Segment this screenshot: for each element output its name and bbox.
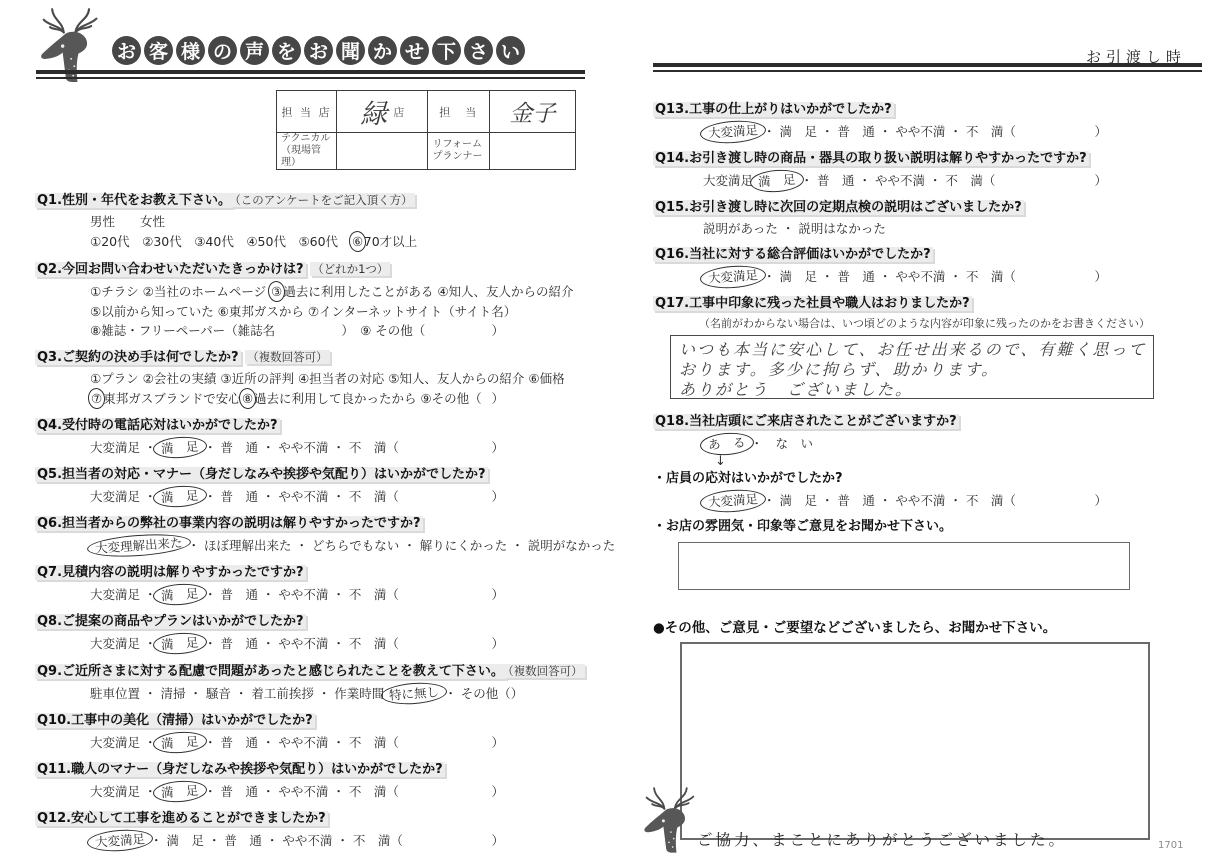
technical-value-cell [337, 133, 428, 170]
question-title: Q16.当社に対する総合評価はいかがでしたか? [655, 247, 931, 262]
q11-scale [90, 781, 504, 802]
option-text: ⑤以前から知っていた ⑥東邦ガスから ⑦インターネットサイト（サイト名 [90, 304, 504, 319]
question-q18 [653, 411, 1205, 590]
selected-option-circle: 満 足 [153, 779, 208, 804]
option-text: ・ 満 足 ・ 普 通 ・ やや不満 ・ 不 満（ [763, 124, 1016, 139]
question-q13 [653, 99, 1205, 143]
q18-sub1-scale [703, 490, 1107, 512]
selected-option-circle: ⑥ [348, 230, 367, 253]
option-text: ①20代 ②30代 ③40代 ④50代 ⑤60代 [90, 234, 351, 249]
planner-value-cell [490, 133, 576, 170]
question-title: Q1.性別・年代をお教え下さい。 [37, 193, 232, 208]
question-q9 [35, 660, 615, 704]
down-arrow-icon: ↓ [715, 454, 726, 469]
question-title: Q4.受付時の電話応対はいかがでしたか? [37, 418, 278, 433]
question-title: Q15.お引き渡し時に次回の定期点検の説明はございましたか? [655, 200, 1022, 215]
shop-opinion-box [678, 542, 1130, 590]
store-value-cell [337, 91, 428, 133]
question-note: （どれか1つ） [312, 262, 389, 276]
option-text: ・ 満 足 ・ 普 通 ・ やや不満 ・ 不 満（ [763, 269, 1016, 284]
option-text: ⑧雑誌・フリーペーパー（雑誌名 [90, 323, 276, 338]
technical-label-line2: （現場管理） [281, 145, 321, 168]
option-text: ・ 普 通 ・ やや不満 ・ 不 満（ [204, 636, 399, 651]
question-q14 [653, 148, 1205, 192]
technical-label [277, 133, 337, 170]
close-paren: ） [1094, 124, 1107, 139]
question-title: Q13.工事の仕上がりはいかがでしたか? [655, 102, 892, 117]
q6-options [90, 535, 615, 556]
q15-options: 説明があった ・ 説明はなかった [703, 221, 886, 236]
q3-options-line2 [90, 388, 504, 409]
close-paren: ） [503, 304, 517, 319]
selected-option-circle: 大変満足 [699, 119, 766, 146]
q2-options-line1 [90, 281, 615, 302]
store-value-handwritten: 緑 [360, 99, 388, 130]
q9-options [90, 683, 524, 704]
person-label: 担 当 [428, 91, 490, 133]
question-title: Q5.担当者の対応・マナー（身だしなみや挨拶や気配り）はいかがでしたか? [37, 467, 486, 482]
q3-options-line1: ①プラン ②会社の実績 ③近所の評判 ④担当者の対応 ⑤知人、友人からの紹介 ⑥価格 [90, 371, 565, 386]
question-title: Q18.当社店頭にご来店されたことがございますか? [655, 414, 957, 429]
q1-gender-options: 男性 女性 [90, 214, 166, 229]
q4-scale [90, 437, 504, 458]
question-title: Q9.ご近所さまに対する配慮で問題があったと感じられたことを教えて下さい。 [37, 664, 504, 679]
title-badge: を [272, 36, 301, 65]
question-title: Q17.工事中印象に残った社員や職人はおりましたか? [655, 296, 970, 311]
comment-box [670, 335, 1154, 399]
question-q17 [653, 293, 1205, 399]
option-text: ・ 普 通 ・ やや不満 ・ 不 満（ [800, 173, 996, 188]
question-q6 [35, 513, 615, 556]
selected-option-circle: 満 足 [153, 730, 208, 755]
close-paren: ） [491, 735, 504, 750]
option-text: 大変満足 ・ [90, 440, 157, 455]
planner-label-line2: プランナー [432, 151, 483, 162]
person-value-handwritten: 金子 [509, 101, 556, 127]
staff-table [276, 90, 576, 170]
question-q8 [35, 611, 615, 654]
close-paren: ） [510, 686, 524, 701]
option-text: 東邦ガスブランドで安心 [103, 391, 241, 406]
q13-scale [703, 121, 1107, 143]
question-q5 [35, 464, 615, 507]
planner-label [428, 133, 490, 170]
option-text: 大変満足 ・ [90, 784, 157, 799]
title-badge: か [368, 36, 397, 65]
title-badge: お [112, 36, 141, 65]
title-badge: い [496, 36, 525, 65]
title-badge: の [208, 36, 237, 65]
q8-scale [90, 633, 504, 654]
question-title: Q7.見積内容の説明は解りやすかったですか? [37, 565, 304, 580]
page-title [112, 36, 525, 65]
question-q7 [35, 562, 615, 605]
option-text: 駐車位置 ・ 清掃 ・ 騒音 ・ 着工前挨拶 ・ 作業時間 [90, 686, 385, 701]
selected-option-circle: 大変満足 [699, 264, 766, 291]
title-badge: 下 [432, 36, 461, 65]
option-text: ・ その他（ [444, 686, 511, 701]
q12-scale [90, 830, 504, 851]
close-paren: ） [491, 391, 504, 406]
title-badge: 様 [176, 36, 205, 65]
question-note: （複数回答可） [507, 664, 583, 678]
question-note: （複数回答可） [247, 350, 328, 364]
option-text: ・ 満 足 ・ 普 通 ・ やや不満 ・ 不 満（ [150, 833, 403, 848]
q18-sub2-title: ・お店の雰囲気・印象等ご意見をお聞かせ下さい。 [653, 519, 953, 534]
q18-options [703, 433, 1205, 455]
option-text: ・ ほぼ理解出来た ・ どちらでもない ・ 解りにくかった ・ 説明がなかった [187, 538, 616, 553]
other-comments-section [653, 617, 1205, 840]
option-text: ・ 普 通 ・ やや不満 ・ 不 満（ [204, 587, 399, 602]
title-badge: せ [400, 36, 429, 65]
title-badge: 客 [144, 36, 173, 65]
technical-label-line1: テクニカル [281, 133, 331, 144]
other-comments-header: ●その他、ご意見・ご要望などございましたら、お聞かせ下さい。 [653, 620, 1057, 636]
selected-option-circle: 満 足 [153, 435, 208, 460]
question-q11 [35, 759, 615, 802]
selected-option-circle: 大変満足 [699, 488, 766, 515]
selected-option-circle: 大変満足 [86, 828, 153, 854]
question-q3 [35, 346, 615, 409]
selected-option-circle: ③ [267, 280, 286, 303]
questions-column-right [653, 85, 1205, 845]
planner-label-line1: リフォーム [432, 139, 482, 150]
selected-option-circle: 満 足 [153, 631, 208, 656]
close-paren: ） [491, 784, 504, 799]
person-value-cell [490, 91, 576, 133]
option-text: 過去に利用したことがある ④知人、友人からの紹介 [283, 284, 574, 299]
close-paren: ） [491, 440, 504, 455]
section-label-handover: お引渡し時 [1086, 48, 1187, 66]
selected-option-circle: 大変理解出来た [86, 531, 191, 559]
q5-scale [90, 486, 504, 507]
selected-option-circle: ⑦ [87, 387, 106, 410]
option-text: 大変満足 ・ [90, 587, 157, 602]
deer-logo-icon [641, 779, 697, 859]
header-rule [36, 70, 585, 79]
close-paren: ） [1094, 173, 1107, 188]
header-rule-right [653, 63, 1202, 72]
option-text: ・ 普 通 ・ やや不満 ・ 不 満（ [204, 440, 399, 455]
q2-options-line3 [90, 321, 504, 340]
close-paren: ） [1094, 493, 1107, 508]
question-q10 [35, 710, 615, 753]
option-text: 70才以上 [363, 234, 418, 249]
question-title: Q8.ご提案の商品やプランはいかがでしたか? [37, 614, 304, 629]
title-badge: 聞 [336, 36, 365, 65]
question-title: Q3.ご契約の決め手は何でしたか? [37, 350, 239, 365]
handwritten-comment-line-2: おります。多少に拘らず、助かります。 [679, 360, 1000, 379]
question-title: Q10.工事中の美化（清掃）はいかがでしたか? [37, 713, 313, 728]
selected-option-circle: 満 足 [749, 168, 804, 194]
option-text: ・ 満 足 ・ 普 通 ・ やや不満 ・ 不 満（ [763, 493, 1016, 508]
option-text: 大変満足 ・ [90, 636, 157, 651]
questions-column-left [35, 186, 615, 857]
question-q15 [653, 197, 1205, 239]
q10-scale [90, 732, 504, 753]
other-comments-box [680, 642, 1150, 840]
selected-option-circle: 満 足 [153, 484, 208, 509]
selected-option-circle: ⑧ [238, 387, 257, 410]
option-text: ①チラシ ②当社のホームページ [90, 284, 271, 299]
question-title: Q14.お引き渡し時の商品・器具の取り扱い説明は解りやすかったですか? [655, 151, 1087, 166]
q16-scale [703, 266, 1107, 288]
store-unit: 店 [393, 105, 405, 119]
close-paren: ） [491, 833, 504, 848]
option-text: ・ 普 通 ・ やや不満 ・ 不 満（ [204, 735, 399, 750]
question-q1 [35, 189, 615, 252]
question-q2 [35, 258, 615, 340]
title-badge: さ [464, 36, 493, 65]
handwritten-comment-line-3: ありがとう ございました。 [679, 380, 914, 399]
option-text: ・ 普 通 ・ やや不満 ・ 不 満（ [204, 489, 399, 504]
close-paren: ） [491, 636, 504, 651]
option-text: 大変満足 [703, 173, 754, 188]
selected-option-circle: あ る [699, 431, 754, 457]
q1-age-options [90, 231, 615, 252]
option-text: 過去に利用して良かったから ⑨その他（ [253, 391, 482, 406]
close-paren: ） [491, 489, 504, 504]
question-q4 [35, 415, 615, 458]
option-text: ・ な い [750, 436, 814, 451]
title-badge: 声 [240, 36, 269, 65]
option-text: 大変満足 ・ [90, 735, 157, 750]
q2-options-line2 [90, 302, 517, 321]
selected-option-circle: 特に無し [381, 681, 448, 707]
question-title: Q12.安心して工事を進めることができましたか? [37, 811, 326, 826]
selected-option-circle: 満 足 [153, 582, 208, 607]
question-note: （名前がわからない場合は、いつ頃どのような内容が印象に残ったのかをお書きください） [699, 317, 1150, 330]
store-label: 担 当 店 [277, 91, 337, 133]
close-paren: ） [1094, 269, 1107, 284]
question-title: Q6.担当者からの弊社の事業内容の説明は解りやすかったですか? [37, 516, 421, 531]
question-title: Q11.職人のマナー（身だしなみや挨拶や気配り）はいかがでしたか? [37, 762, 443, 777]
question-title: Q2.今回お問い合わせいただいたきっかけは? [37, 262, 304, 277]
question-note: （このアンケートをご記入頂く方） [235, 193, 413, 207]
option-text: ） ⑨ その他（ [341, 323, 426, 338]
form-code: 1701 [1158, 840, 1184, 851]
question-q16 [653, 244, 1205, 288]
close-paren: ） [491, 587, 504, 602]
close-paren: ） [491, 323, 505, 338]
title-badge: お [304, 36, 333, 65]
question-q12 [35, 808, 615, 851]
q14-scale [703, 170, 1107, 192]
thank-you-message: ご協力、まことにありがとうございました。 [697, 831, 1068, 849]
option-text: 大変満足 ・ [90, 489, 157, 504]
q7-scale [90, 584, 504, 605]
option-text: ・ 普 通 ・ やや不満 ・ 不 満（ [204, 784, 399, 799]
handwritten-comment-line-1: いつも本当に安心して、お任せ出来るので、有難く思って [679, 340, 1147, 359]
q18-sub1-title: ・店員の応対はいかがでしたか? [653, 471, 843, 486]
